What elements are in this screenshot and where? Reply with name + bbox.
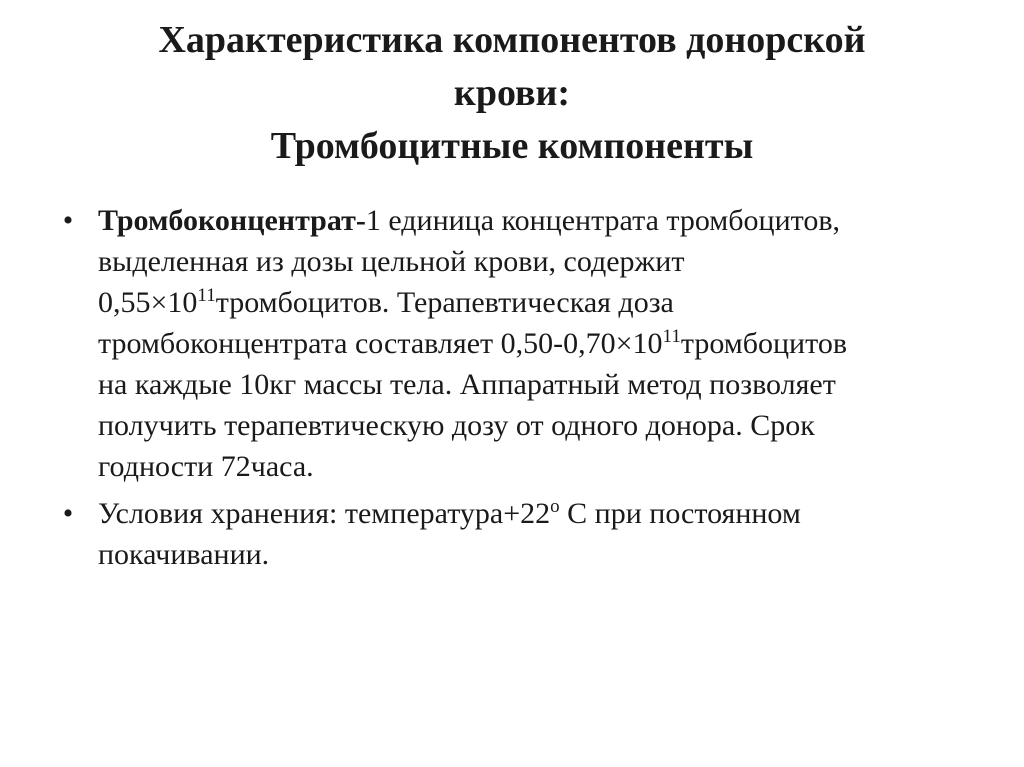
bullet-dot-icon: • bbox=[62, 497, 74, 530]
bullet2-line-1-b: С при постоянном bbox=[559, 497, 801, 530]
bullet1-line-3-a: 0,55×10 bbox=[98, 286, 198, 319]
bullet2-line-2: покачивании. bbox=[98, 538, 270, 571]
bullet1-line-6: получить терапевтическую дозу от одного донора. Срок bbox=[98, 409, 815, 442]
bullet2-line-1-a: Условия хранения: температура+22 bbox=[98, 497, 551, 530]
bullet1-line-4 bbox=[98, 323, 978, 364]
bullet-list bbox=[58, 200, 978, 575]
bullet-item-platelet-concentrate bbox=[58, 200, 978, 487]
bullet1-line-1 bbox=[98, 200, 978, 241]
bullet1-line-4-a: тромбоконцентрата составляет 0,50-0,70×10 bbox=[98, 327, 663, 360]
bullet-dot-icon: • bbox=[62, 204, 74, 237]
degree-symbol: о bbox=[550, 496, 560, 517]
bullet1-line-2: выделенная из дозы цельной крови, содержит bbox=[98, 245, 685, 278]
title-line-1: Характеристика компонентов донорской bbox=[158, 19, 866, 61]
bullet1-line-3-b: тромбоцитов. Терапевтическая доза bbox=[215, 286, 674, 319]
bullet1-line-3 bbox=[98, 282, 978, 323]
bullet1-line-4-b: тромбоцитов bbox=[680, 327, 847, 360]
slide-title bbox=[40, 14, 984, 173]
term-platelet-concentrate: Тромбоконцентрат- bbox=[98, 204, 366, 237]
title-line-3: Тромбоцитные компоненты bbox=[270, 125, 754, 167]
exponent: 11 bbox=[662, 326, 681, 347]
bullet-item-storage-conditions bbox=[58, 493, 978, 575]
bullet2-line-1 bbox=[98, 493, 978, 534]
bullet1-line-7: годности 72часа. bbox=[98, 450, 314, 483]
title-line-2: крови: bbox=[453, 72, 571, 114]
exponent: 11 bbox=[197, 285, 216, 306]
bullet1-line-1-text: 1 единица концентрата тромбоцитов, bbox=[365, 204, 841, 237]
bullet1-line-5: на каждые 10кг массы тела. Аппаратный метод позволяет bbox=[98, 368, 836, 401]
